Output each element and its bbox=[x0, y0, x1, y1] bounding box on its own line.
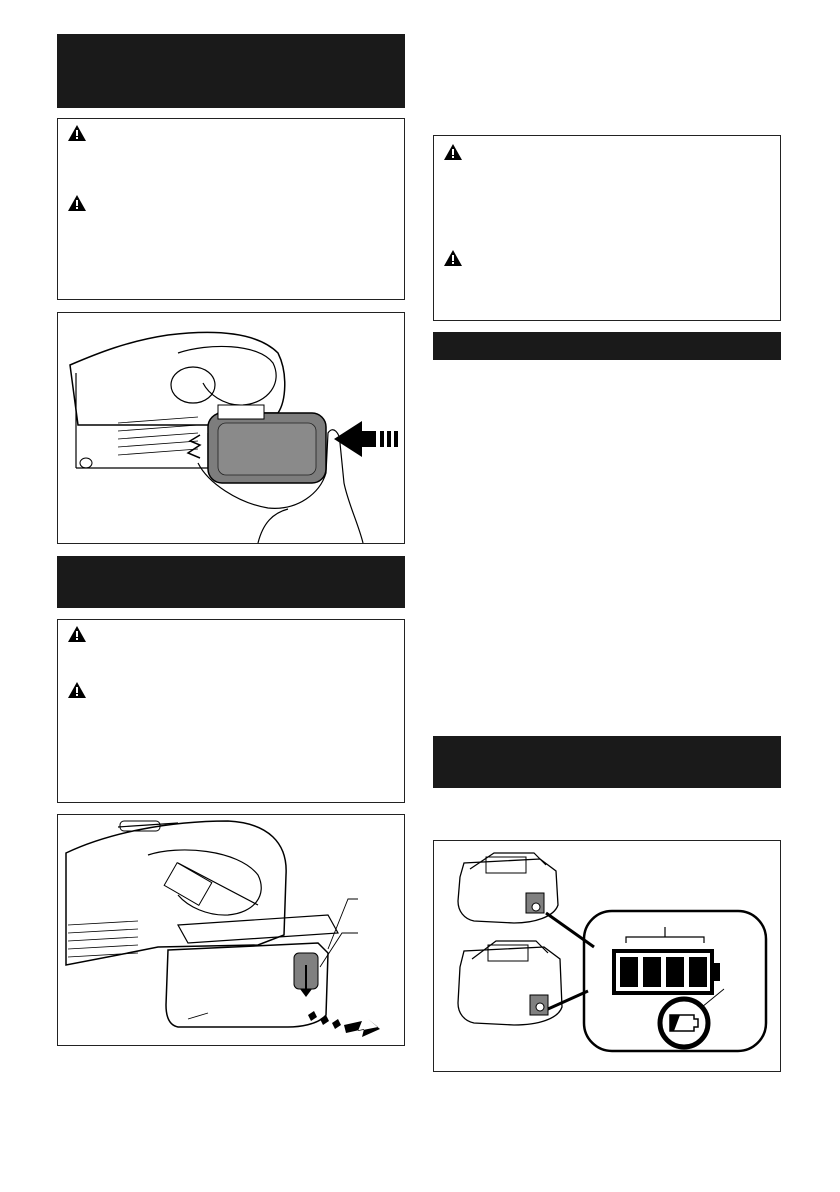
warning-icon bbox=[444, 144, 462, 160]
warning-icon bbox=[68, 682, 86, 698]
figure-battery-removal bbox=[57, 814, 405, 1046]
section-heading-bar-3 bbox=[433, 332, 781, 360]
battery-indicator-illustration bbox=[434, 841, 780, 1071]
section-heading-bar-1 bbox=[57, 34, 405, 108]
warning-box-3 bbox=[433, 135, 781, 321]
warning-icon bbox=[68, 125, 86, 141]
section-heading-bar-4 bbox=[433, 736, 781, 788]
warning-icon bbox=[444, 250, 462, 266]
warning-box-2 bbox=[57, 619, 405, 803]
battery-insertion-illustration bbox=[58, 313, 404, 543]
battery-removal-illustration bbox=[58, 815, 404, 1045]
warning-icon bbox=[68, 195, 86, 211]
warning-icon bbox=[68, 626, 86, 642]
warning-box-1 bbox=[57, 118, 405, 300]
figure-battery-indicator bbox=[433, 840, 781, 1072]
section-heading-bar-2 bbox=[57, 556, 405, 608]
figure-battery-insertion bbox=[57, 312, 405, 544]
